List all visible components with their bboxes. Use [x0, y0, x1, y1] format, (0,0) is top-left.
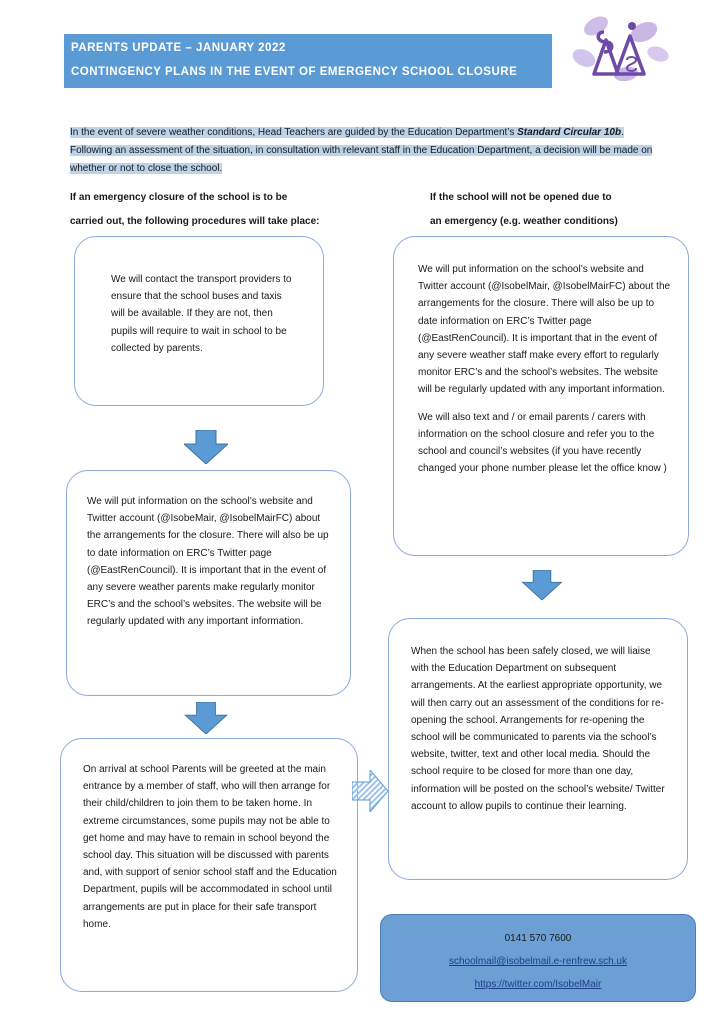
info-left-box — [66, 470, 351, 696]
info-left-text: We will put information on the school’s website and Twitter account (@IsobeMair, @IsobelMairFC) about the arrangements for the closure. There will also be up to date information on ERC’s Twitter page (@EastRenCouncil). It is important that in the event of any severe weather parents make regularly monitor ERC’s and the school’s websites. The website will be regularly updated with any important information. — [87, 496, 329, 628]
contact-box — [380, 914, 696, 1002]
transport-box — [74, 236, 324, 406]
right-heading-line-2: an emergency (e.g. weather conditions) — [430, 216, 618, 227]
closed-text: When the school has been safely closed, we will liaise with the Education Department on subsequent arrangements. At the earliest appropriate opportunity, we will then carry out an assessment of the conditions for re-opening the school. Arrangements for re-opening the school will be communicated to parents via the school’s website, twitter, text and other local media. Should the school require to be closed for more than one day, information will be posted on the school’s website/ Twitter account to allow pupils to continue their learning. — [411, 646, 665, 812]
intro-lead: In the event of severe weather conditions, Head Teachers are guided by the Education Department’s — [70, 127, 518, 138]
info-right-text-2: We will also text and / or email parents / carers with information on the school closure and refer you to the school and council’s websites (if you have recently changed your phone number please let the office know ) — [418, 411, 667, 475]
school-logo — [566, 10, 670, 86]
transport-text: We will contact the transport providers to ensure that the school buses and taxis will be available. If they are not, then pupils will require to wait in school to be collected by parents. — [111, 274, 292, 354]
down-arrow-icon — [520, 570, 564, 600]
closed-box — [388, 618, 688, 880]
right-heading — [430, 186, 618, 234]
down-arrow-icon — [184, 430, 228, 464]
contact-twitter-link[interactable]: https://twitter.com/IsobelMair — [474, 979, 602, 990]
down-arrow-icon — [184, 702, 228, 734]
arrival-box — [60, 738, 358, 992]
intro-paragraph — [70, 124, 656, 178]
right-arrow-icon — [352, 770, 388, 812]
right-heading-line-1: If the school will not be opened due to — [430, 192, 612, 203]
contact-email-link[interactable]: schoolmail@isobelmail.e-renfrew.sch.uk — [449, 956, 627, 967]
intro-tail: . Following an assessment of the situation, in consultation with relevant staff in the Education Department, a decision will be made on whether or not to close the school. — [70, 127, 653, 174]
intro-circular: Standard Circular 10b — [517, 127, 622, 138]
contact-phone: 0141 570 7600 — [504, 933, 572, 944]
left-heading-line-2: carried out, the following procedures will take place: — [70, 216, 320, 227]
title-banner — [64, 34, 552, 88]
title-line-1: PARENTS UPDATE – JANUARY 2022 — [71, 42, 286, 54]
left-heading — [70, 186, 320, 234]
left-heading-line-1: If an emergency closure of the school is to be — [70, 192, 288, 203]
info-right-text-1: We will put information on the school’s website and Twitter account (@IsobelMair, @IsobelMairFC) about the arrangements for the closure. There will also be up to date information on ERC’s Twitter page (@EastRenCouncil). It is important that in the event of any severe weather staff make every effort to regularly monitor ERC’s and the school’s websites. The website will be regularly updated with any important information. — [418, 264, 671, 396]
info-right-box — [393, 236, 689, 556]
arrival-text: On arrival at school Parents will be greeted at the main entrance by a member of staff, who will then arrange for their child/children to join them to be taken home. In extreme circumstances, some pupils may not be able to get home and may have to remain in school beyond the school day. This situation will be discussed with parents and, with support of senior school staff and the Education Department, pupils will be accommodated in school until arrangements are put in place for their safe transport home. — [83, 764, 337, 930]
title-line-2: CONTINGENCY PLANS IN THE EVENT OF EMERGENCY SCHOOL CLOSURE — [71, 66, 518, 78]
